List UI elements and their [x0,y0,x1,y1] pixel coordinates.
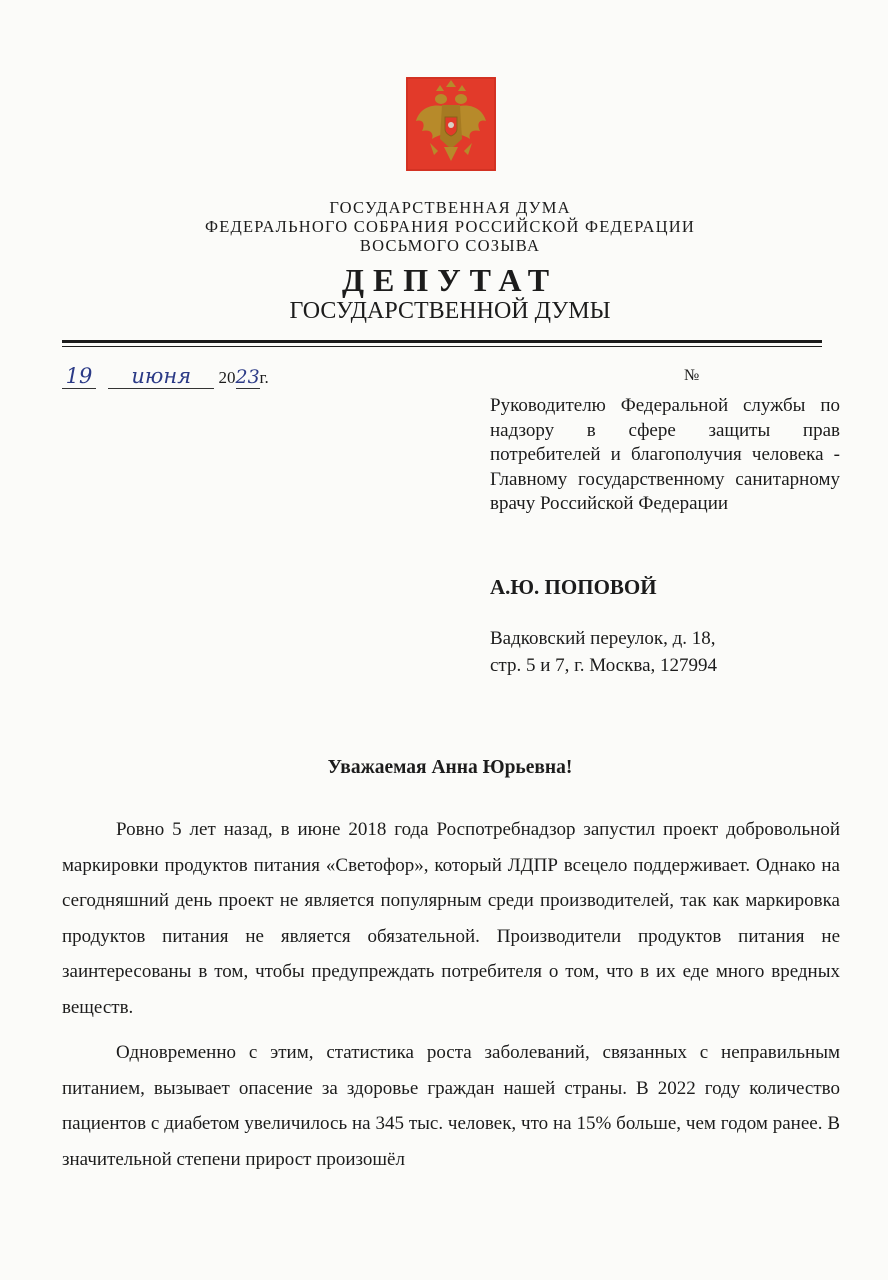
date-line [62,364,269,389]
date-year-unit: г. [259,368,269,387]
header-rule-thick [62,340,822,343]
address-line-2: стр. 5 и 7, г. Москва, 127994 [490,655,717,676]
org-line-2: ФЕДЕРАЛЬНОГО СОБРАНИЯ РОССИЙСКОЙ ФЕДЕРАЦИИ [205,217,695,236]
recipient-address [490,625,717,679]
org-line-3: ВОСЬМОГО СОЗЫВА [359,236,541,255]
date-day: 19 [65,364,93,388]
page-subtitle: ГОСУДАРСТВЕННОЙ ДУМЫ [289,298,611,324]
number-label: № [684,367,700,384]
recipient-name: А.Ю. ПОПОВОЙ [490,575,657,599]
org-line-1: ГОСУДАРСТВЕННАЯ ДУМА [329,198,571,217]
date-year-suffix: 23 [235,366,260,388]
letter-greeting: Уважаемая Анна Юрьевна! [327,757,573,778]
page-title: ДЕПУТАТ [341,262,559,298]
russian-coat-of-arms-icon [406,77,496,171]
address-line-1: Вадковский переулок, д. 18, [490,628,716,649]
date-month: июня [131,364,192,388]
letter-paragraph-1: Ровно 5 лет назад, в июне 2018 года Роспотребнадзор запустил проект добровольной маркировки продуктов питания «Светофор», который ЛДПР всецело поддерживает. Однако на сегодняшний день проект не является популярным среди производителей, так как маркировка продуктов питания не является обязательной. Производители продуктов питания не заинтересованы в том, чтобы предупреждать потребителя о том, что в их еде много вредных веществ. [62,819,840,1018]
document-number [684,367,699,385]
recipient-position: Руководителю Федеральной службы по надзору в сфере защиты прав потребителей и благополучия человека - Главному государственному санитарному врачу Российской Федерации [490,395,840,515]
date-year-prefix: 20 [218,368,236,387]
letter-paragraph-2: Одновременно с этим, статистика роста заболеваний, связанных с неправильным питанием, вызывает опасение за здоровье граждан нашей страны. В 2022 году количество пациентов с диабетом увеличилось на 345 тыс. человек, что на 15% больше, чем годом ранее. В значительной степени прирост произошёл [62,1042,840,1170]
header-rule-thin [62,346,822,347]
